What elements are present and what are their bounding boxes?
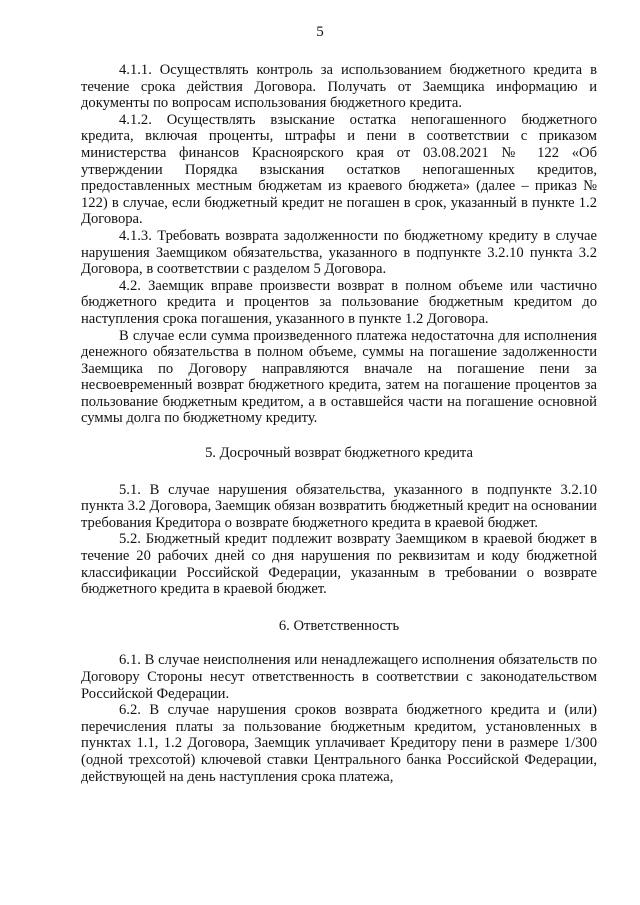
paragraph-5-2: 5.2. Бюджетный кредит подлежит возврату Заемщиком в краевой бюджет в течение 20 рабочих дней со дня нарушения по реквизитам и коду бюджетной классификации Российской Федерации, указанным в требовании о возврате бюджетного кредита в краевой бюджет. (81, 531, 597, 598)
paragraph-5-1: 5.1. В случае нарушения обязательства, указанного в подпункте 3.2.10 пункта 3.2 Договора, Заемщик обязан возвратить бюджетный кредит на основании требования Кредитора о возврате бюджетного кредита в краевой бюджет. (81, 481, 597, 531)
page-number: 5 (316, 24, 324, 40)
section-heading-6: 6. Ответственность (278, 617, 400, 634)
paragraph-4-1-1: 4.1.1. Осуществлять контроль за использованием бюджетного кредита в течение срока действия Договора. Получать от Заемщика информацию и документы по вопросам использования бюджетного кредита. (81, 62, 597, 112)
paragraph-6-2: 6.2. В случае нарушения сроков возврата бюджетного кредита и (или) перечисления платы за пользование бюджетным кредитом, установленных в пунктах 1.1, 1.2 Договора, Заемщик уплачивает Кредитору пени в размере 1/300 (одной трехсотой) ключевой ставки Центрального банка Российской Федерации, действующей на день наступления срока платежа, (81, 702, 597, 785)
paragraph-4-2-payment-order: В случае если сумма произведенного платежа недостаточна для исполнения денежного обязательства в полном объеме, суммы на погашение задолженности Заемщика по Договору направляются вначале на погашение пени за несвоевременный возврат бюджетного кредита, затем на погашение процентов за пользование бюджетным кредитом, а в оставшейся части на погашение основной суммы долга по бюджетному кредиту. (81, 327, 597, 427)
paragraph-4-1-2: 4.1.2. Осуществлять взыскание остатка непогашенного бюджетного кредита, включая проценты, штрафы и пени в соответствии с приказом министерства финансов Красноярского края от 03.08.2021 № 122 «Об утверждении Порядка взыскания остатков непогашенных кредитов, предоставленных местным бюджетам из краевого бюджета» (далее – приказ № 122) в случае, если бюджетный кредит не погашен в срок, указанный в пункте 1.2 Договора. (81, 111, 597, 228)
paragraph-6-1: 6.1. В случае неисполнения или ненадлежащего исполнения обязательств по Договору Стороны несут ответственность в соответствии с законодательством Российской Федерации. (81, 652, 597, 702)
paragraph-4-2: 4.2. Заемщик вправе произвести возврат в полном объеме или частично бюджетного кредита и процентов за пользование бюджетным кредитом до наступления срока погашения, указанного в пункте 1.2 Договора. (81, 277, 597, 327)
document-body (81, 62, 597, 785)
paragraph-4-1-3: 4.1.3. Требовать возврата задолженности по бюджетному кредиту в случае нарушения Заемщиком обязательства, указанного в подпункте 3.2.10 пункта 3.2 Договора, в соответствии с разделом 5 Договора. (81, 227, 597, 278)
section-heading-5: 5. Досрочный возврат бюджетного кредита (205, 445, 473, 462)
